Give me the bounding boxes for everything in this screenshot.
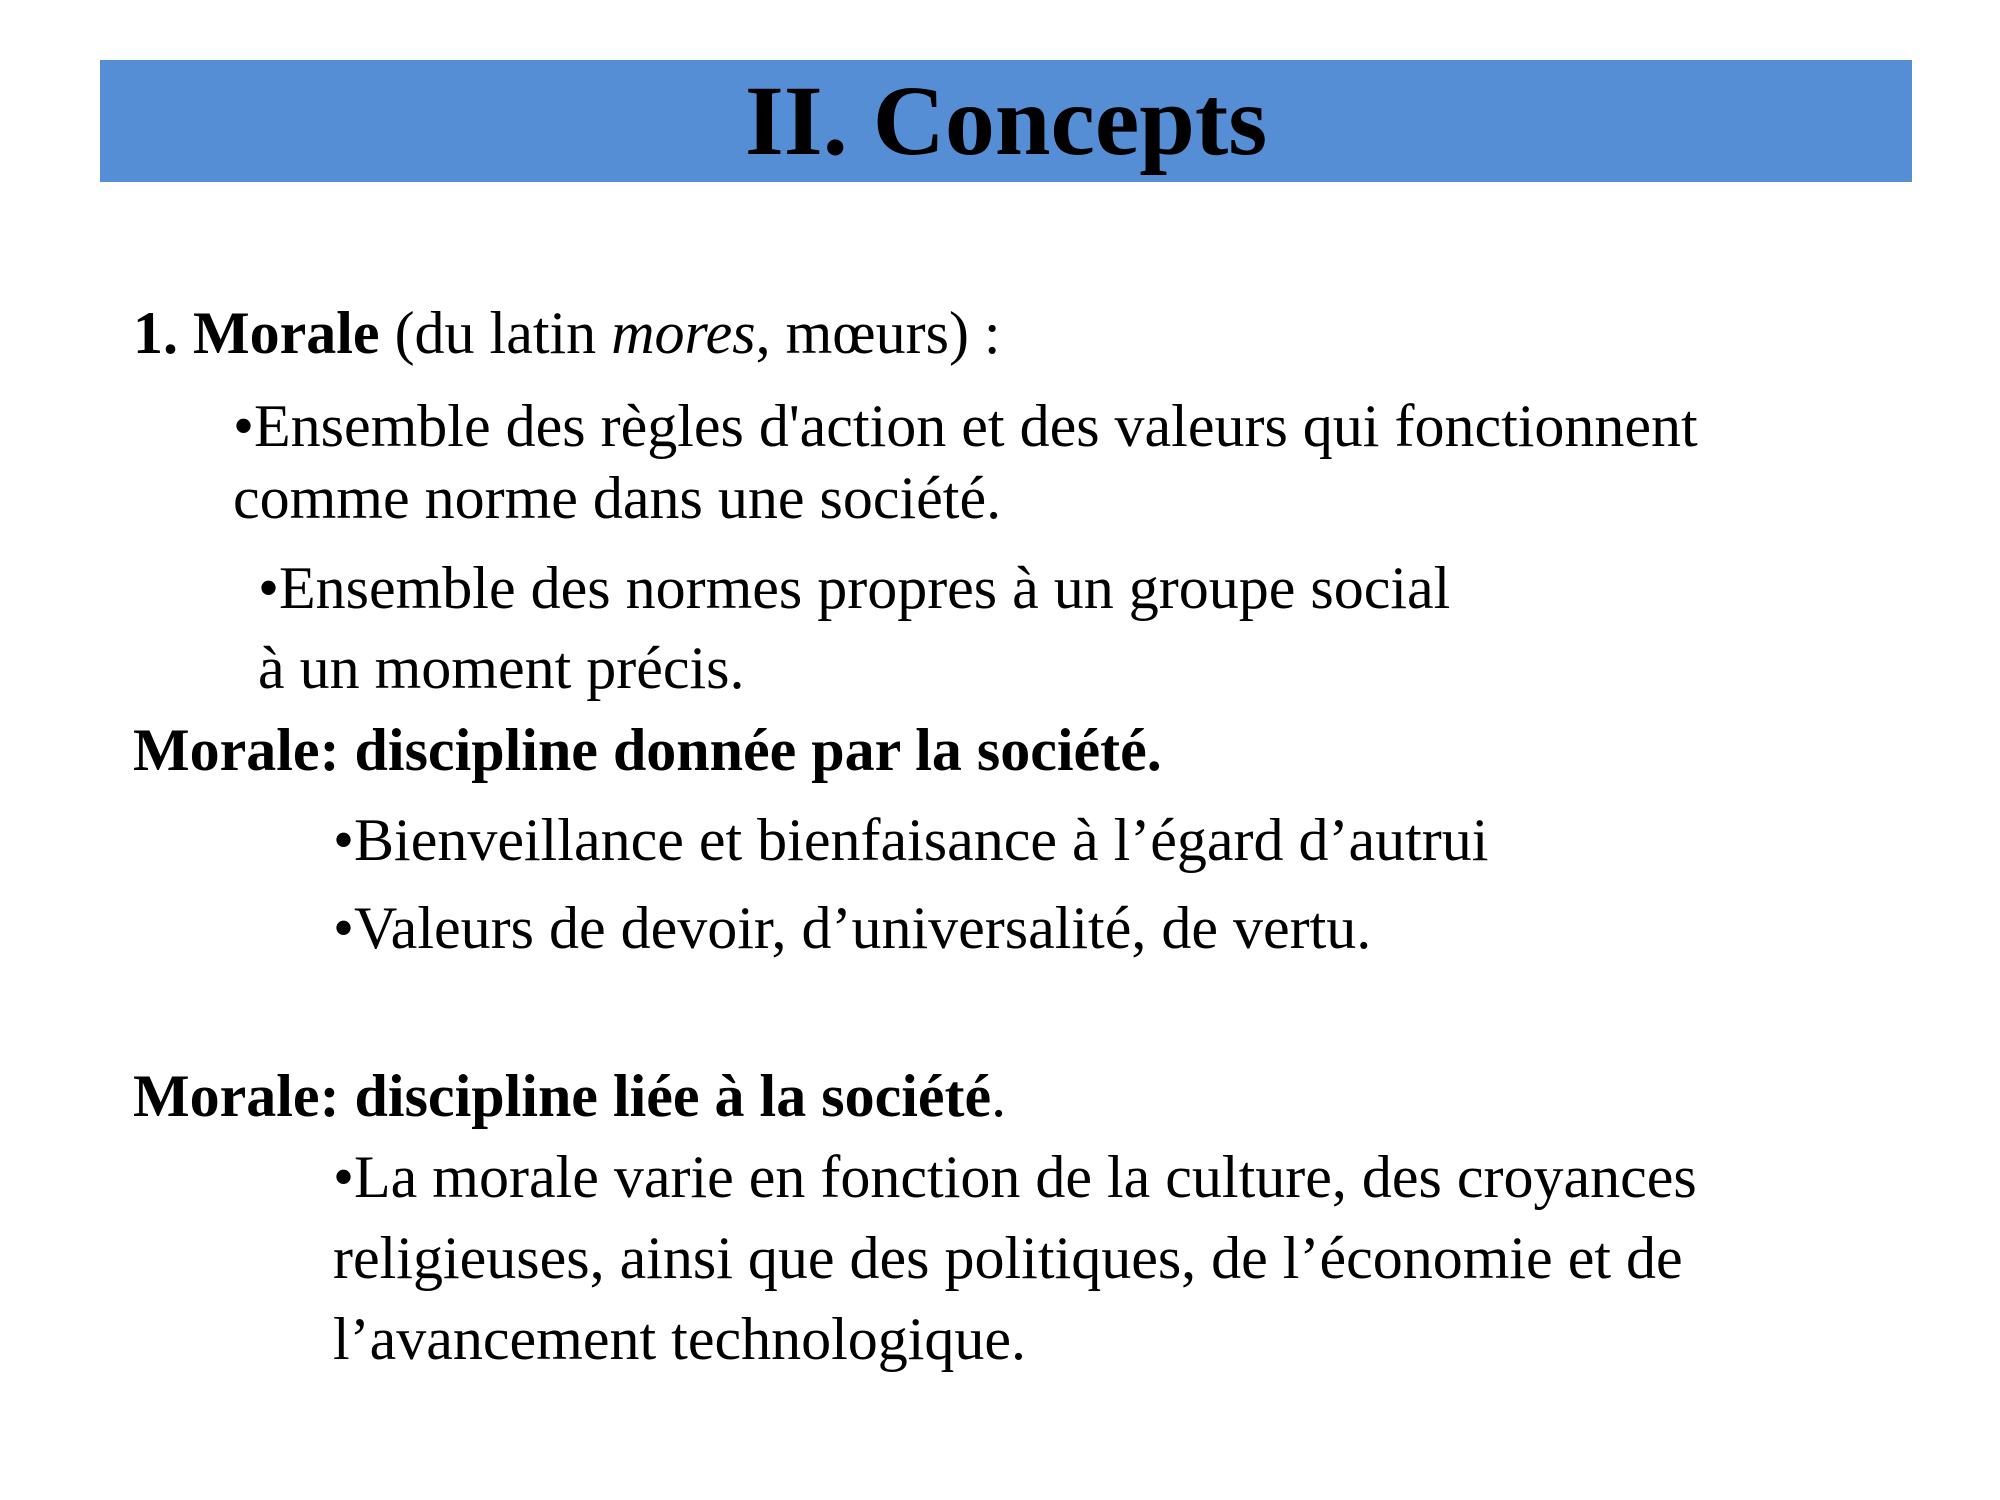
section-3-heading bbox=[133, 1063, 1007, 1129]
section-2-bullet-2: •Valeurs de devoir, d’universalité, de vertu. bbox=[333, 895, 1372, 961]
section-3-heading-post: . bbox=[991, 1063, 1007, 1129]
section-3-bullet-line-2: religieuses, ainsi que des politiques, de l’économie et de bbox=[333, 1225, 1683, 1291]
section-1-bullet-2-line-1: •Ensemble des normes propres à un groupe social bbox=[258, 555, 1451, 621]
title-bar bbox=[100, 60, 1912, 182]
section-1-heading-italic: mores bbox=[611, 300, 756, 366]
section-1-heading-post: , mœurs) : bbox=[755, 300, 1001, 366]
section-2-bullet-1: •Bienveillance et bienfaisance à l’égard d’autrui bbox=[333, 807, 1489, 873]
section-2-heading: Morale: discipline donnée par la société. bbox=[133, 717, 1162, 783]
section-1-heading bbox=[133, 300, 1001, 366]
section-1-bullet-1-line-1: •Ensemble des règles d'action et des valeurs qui fonctionnent bbox=[233, 393, 1698, 459]
section-1-bullet-1-line-2: comme norme dans une société. bbox=[233, 465, 1002, 531]
section-3-bullet-line-3: l’avancement technologique. bbox=[333, 1306, 1027, 1372]
section-1-heading-bold: 1. Morale bbox=[133, 300, 380, 366]
section-3-bullet-line-1: •La morale varie en fonction de la culture, des croyances bbox=[333, 1144, 1697, 1210]
section-1-heading-pre: (du latin bbox=[379, 300, 612, 366]
section-3-heading-bold: Morale: discipline liée à la société bbox=[133, 1063, 992, 1129]
section-1-bullet-2-line-2: à un moment précis. bbox=[258, 635, 745, 701]
slide-title: II. Concepts bbox=[744, 65, 1268, 176]
